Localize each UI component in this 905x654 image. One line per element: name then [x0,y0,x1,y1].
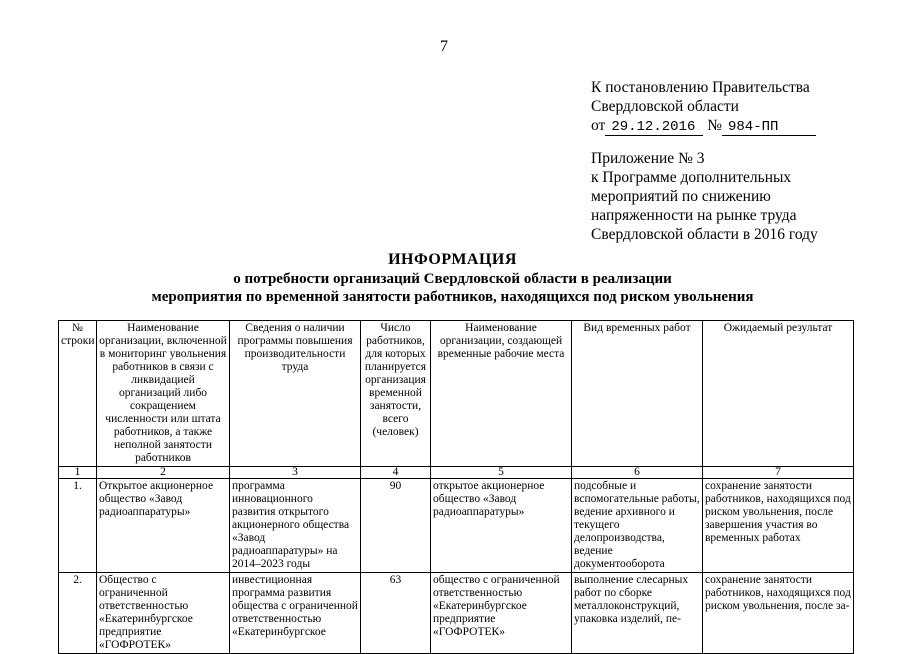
appendix-line-1: Приложение № 3 [591,150,705,167]
header-work-type: Вид временных работ [572,321,703,467]
appendix-line-5: Свердловской области в 2016 году [591,226,818,243]
column-number: 4 [361,467,431,479]
workers-count: 90 [361,479,431,573]
header-organization: Наименование организации, включенной в мониторинг увольнения работников в связи с ликвидацией организаций либо сокращением численности или штата работников, а также неполной занятости работников [97,321,230,467]
decree-date-line [591,116,816,136]
header-workers: Число работников, для которых планируется организация временной занятости, всего (человек) [361,321,431,467]
row-number: 1. [59,479,97,573]
column-number: 1 [59,467,97,479]
organization-name: Открытое акционерное общество «Завод радиоаппаратуры» [97,479,230,573]
number-prefix: № [707,117,722,134]
table-row [59,573,854,654]
creator-organization: открытое акционерное общество «Завод радиоаппаратуры» [431,479,572,573]
decree-reference [591,78,816,136]
decree-line-2: Свердловской области [591,98,739,115]
creator-organization: общество с ограниченной ответственностью «Екатеринбургское предприятие «ГОФРОТЕК» [431,573,572,654]
decree-date: 29.12.2016 [605,120,703,136]
work-type: выполнение слесарных работ по сборке металлоконструкций, упаковка изделий, пе- [572,573,703,654]
document-subtitle-1: о потребности организаций Свердловской области в реализации [233,271,672,287]
header-result: Ожидаемый результат [703,321,854,467]
date-prefix: от [591,117,606,134]
organization-name: Общество с ограниченной ответственностью «Екатеринбургское предприятие «ГОФРОТЕК» [97,573,230,654]
decree-number: 984-ПП [722,120,816,136]
table-header-row [59,321,854,467]
appendix-line-4: напряженности на рынке труда [591,207,797,224]
header-creator: Наименование организации, создающей временные рабочие места [431,321,572,467]
expected-result: сохранение занятости работников, находящихся под риском увольнения, после завершения участия во временных работах [703,479,854,573]
column-number: 2 [97,467,230,479]
header-program: Сведения о наличии программы повышения производительности труда [230,321,361,467]
header-row-number: № строки [59,321,97,467]
column-number: 7 [703,467,854,479]
column-number: 5 [431,467,572,479]
expected-result: сохранение занятости работников, находящихся под риском увольнения, после за- [703,573,854,654]
column-numbers-row [59,467,854,479]
appendix-line-2: к Программе дополнительных [591,169,792,186]
appendix-line-3: мероприятий по снижению [591,188,771,205]
work-type: подсобные и вспомогательные работы, ведение архивного и текущего делопроизводства, ведение документооборота [572,479,703,573]
appendix-block [591,149,818,244]
information-table [58,320,854,654]
program-info: программа инновационного развития открытого акционерного общества «Завод радиоаппаратуры» на 2014–2023 годы [230,479,361,573]
column-number: 6 [572,467,703,479]
document-subtitle-2: мероприятия по временной занятости работников, находящихся под риском увольнения [151,289,754,305]
column-number: 3 [230,467,361,479]
row-number: 2. [59,573,97,654]
program-info: инвестиционная программа развития общества с ограниченной ответственностью «Екатеринбургское [230,573,361,654]
page-number: 7 [440,38,448,55]
decree-line-1: К постановлению Правительства [591,79,810,96]
table-row [59,479,854,573]
document-title: ИНФОРМАЦИЯ [388,251,517,268]
workers-count: 63 [361,573,431,654]
